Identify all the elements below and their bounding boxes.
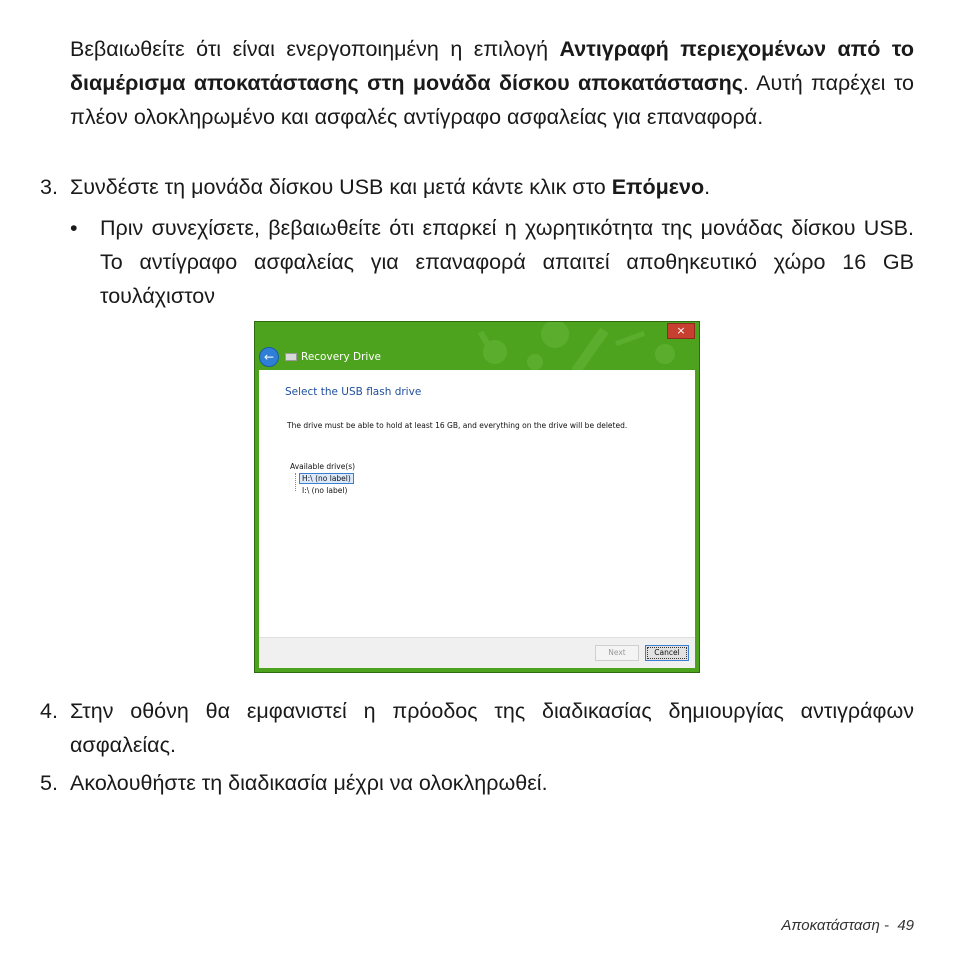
step-4-text: Στην οθόνη θα εμφανιστεί η πρόοδος της διαδικασίας δημιουργίας αντιγράφων ασφαλείας. bbox=[70, 699, 914, 757]
step-5-text: Ακολουθήστε τη διαδικασία μέχρι να ολοκληρωθεί. bbox=[70, 771, 548, 795]
bullet-text: Πριν συνεχίσετε, βεβαιωθείτε ότι επαρκεί η χωρητικότητα της μονάδας δίσκου USB. Το αντίγραφο ασφαλείας για επαναφορά απαιτεί αποθηκευτικό χώρο 16 GB τουλάχιστον bbox=[100, 216, 914, 308]
wizard-footer bbox=[259, 637, 695, 668]
step-3-body: Συνδέστε τη μονάδα δίσκου USB και μετά κάντε κλικ στο bbox=[70, 175, 612, 199]
title-bar bbox=[259, 346, 381, 368]
step-4-number: 4. bbox=[40, 699, 58, 723]
step-3-number: 3. bbox=[40, 175, 58, 199]
recovery-drive-screenshot bbox=[254, 321, 700, 673]
step-3-text bbox=[70, 170, 914, 204]
close-button[interactable]: × bbox=[667, 323, 695, 339]
wizard-description: The drive must be able to hold at least 16 GB, and everything on the drive will be deleted. bbox=[287, 421, 628, 430]
option-name: Αντιγραφή περιεχομένων από το διαμέρισμα αποκατάστασης στη μονάδα δίσκου αποκατάστασης bbox=[70, 37, 914, 95]
step-3-end: . bbox=[704, 175, 711, 199]
intro-text: Βεβαιωθείτε ότι είναι ενεργοποιημένη η επιλογή bbox=[70, 37, 560, 61]
available-drives-label: Available drive(s) bbox=[290, 462, 356, 471]
page-footer bbox=[781, 917, 914, 934]
drive-item-h[interactable]: H:\ (no label) bbox=[299, 473, 354, 484]
wizard-heading: Select the USB flash drive bbox=[285, 386, 422, 398]
intro-paragraph bbox=[70, 32, 914, 134]
next-keyword: Επόμενο bbox=[611, 175, 705, 199]
drive-item-i[interactable]: I:\ (no label) bbox=[302, 486, 348, 495]
cancel-button[interactable]: Cancel bbox=[645, 645, 689, 661]
wizard-panel bbox=[259, 370, 695, 668]
page-number: 49 bbox=[897, 917, 914, 934]
next-button[interactable]: Next bbox=[595, 645, 639, 661]
intro-text-end: . Αυτή παρέχει το πλέον ολοκληρωμένο και ασφαλές αντίγραφο ασφαλείας για επαναφορά. bbox=[70, 71, 914, 129]
footer-section: Αποκατάσταση - bbox=[781, 917, 889, 934]
bullet-symbol: • bbox=[70, 216, 78, 240]
back-arrow-icon[interactable]: ← bbox=[259, 347, 279, 367]
step-5-number: 5. bbox=[40, 771, 58, 795]
drive-tree-line bbox=[295, 473, 296, 491]
drive-icon bbox=[285, 353, 297, 361]
window-title: Recovery Drive bbox=[301, 351, 382, 363]
